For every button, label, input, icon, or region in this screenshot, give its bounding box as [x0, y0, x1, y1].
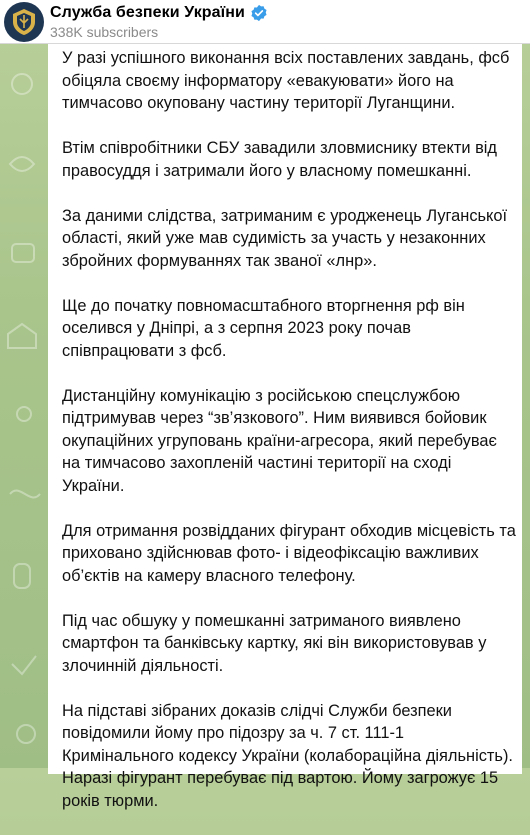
- channel-name[interactable]: Служба безпеки України: [50, 4, 245, 21]
- channel-header[interactable]: [0, 0, 530, 44]
- message-paragraph: Дистанційну комунікацію з російською спецслужбою підтримував через “зв’язкового”. Ним виявився бойовик окупаційних угруповань країни-агресора, який перебуває на тимчасово захопленій частині території на сході України.: [62, 386, 497, 495]
- message-text: [62, 47, 517, 835]
- channel-title-row: [50, 3, 268, 23]
- message-paragraph: У разі успішного виконання всіх поставлених завдань, фсб обіцяла своєму інформатору «евакуювати» його на тимчасово окуповану частину території Луганщини.: [62, 49, 510, 112]
- message-paragraph: Під час обшуку у помешканні затриманого виявлено смартфон та банківську картку, які він використовував у злочинній діяльності.: [62, 611, 487, 675]
- verified-badge-icon: [250, 4, 268, 22]
- sbu-emblem-icon: [9, 7, 39, 37]
- message-paragraph: На підставі зібраних доказів слідчі Служби безпеки повідомили йому про підозру за ч. 7 ст. 111-1 Кримінального кодексу України (колабораційна діяльність). Наразі фігурант перебуває під вартою. Йому загрожує 15 років тюрми.: [62, 701, 513, 810]
- message-paragraph: За даними слідства, затриманим є уродженець Луганської області, який уже мав судимість за участь у незаконних збройних формуваннях так званої «лнр».: [62, 206, 508, 270]
- message-paragraph: Для отримання розвідданих фігурант обходив місцевість та приховано здійснював фото- і відеофіксацію важливих об’єктів на камеру власного телефону.: [62, 521, 516, 585]
- channel-avatar[interactable]: [4, 2, 44, 42]
- message-paragraph: Втім співробітники СБУ завадили зловмиснику втекти від правосуддя і затримали його у власному помешканні.: [62, 139, 497, 180]
- message-paragraph: Ще до початку повномасштабного вторгнення рф він оселився у Дніпрі, а з серпня 2023 року почав співпрацювати з фсб.: [62, 296, 465, 360]
- subscriber-count: 338K subscribers: [50, 24, 159, 40]
